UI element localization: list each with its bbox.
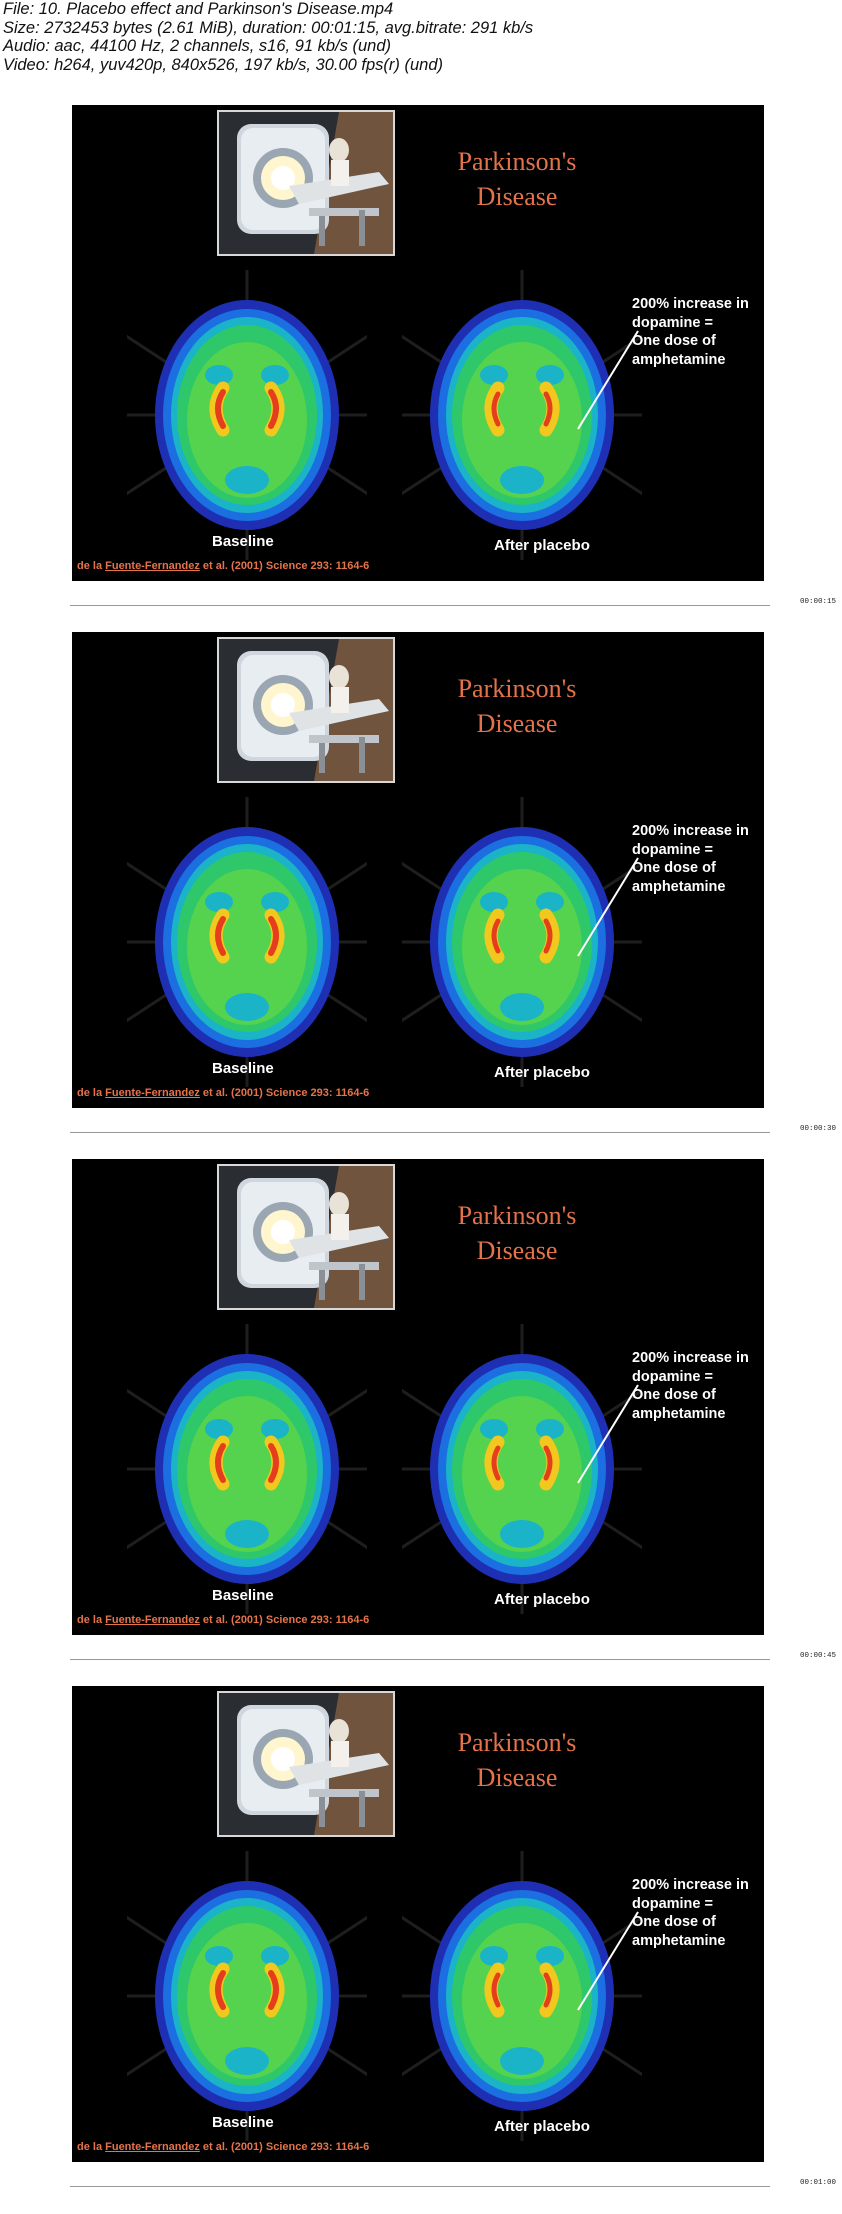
slide-title-line-2: Disease	[476, 1236, 558, 1265]
pet-brain-scan-baseline	[127, 270, 367, 560]
slide-title-line-2: Disease	[476, 1763, 558, 1792]
annotation-line-4: amphetamine	[632, 878, 726, 895]
citation-suffix: et al. (2001) Science 293: 1164-6	[199, 1087, 370, 1099]
annotation-line-1: 200% increase in	[632, 823, 749, 839]
slide-title-line-2: Disease	[476, 709, 558, 738]
pet-brain-scan-baseline	[127, 1324, 367, 1614]
frame-timestamp: 00:00:45	[800, 1652, 837, 1660]
frame-timestamp: 00:00:30	[800, 1125, 837, 1133]
citation-prefix: de la	[77, 1087, 106, 1099]
annotation-line-1: 200% increase in	[632, 1350, 749, 1366]
frame-separator	[70, 1659, 770, 1660]
annotation-line-1: 200% increase in	[632, 296, 749, 312]
citation-prefix: de la	[77, 1614, 106, 1626]
video-frame-thumbnail	[70, 1684, 770, 2214]
annotation-line-4: amphetamine	[632, 1405, 726, 1422]
audio-info-line: Audio: aac, 44100 Hz, 2 channels, s16, 91 kb/s (und)	[3, 37, 391, 55]
slide-frame	[72, 632, 764, 1108]
annotation-line-4: amphetamine	[632, 351, 726, 368]
dopamine-annotation	[632, 295, 749, 369]
pet-scanner-photo	[217, 637, 395, 783]
frame-timestamp: 00:01:00	[800, 2179, 837, 2187]
frame-separator	[70, 605, 770, 606]
after-placebo-label: After placebo	[494, 1064, 590, 1081]
video-frame-thumbnail	[70, 630, 770, 1160]
citation-suffix: et al. (2001) Science 293: 1164-6	[199, 560, 370, 572]
baseline-label: Baseline	[212, 533, 274, 550]
baseline-label: Baseline	[212, 2114, 274, 2131]
slide-frame	[72, 105, 764, 581]
frame-separator	[70, 2186, 770, 2187]
pet-brain-scan-baseline	[127, 797, 367, 1087]
annotation-line-4: amphetamine	[632, 1932, 726, 1949]
annotation-line-1: 200% increase in	[632, 1877, 749, 1893]
citation-author: Fuente-Fernandez	[105, 1614, 200, 1626]
after-placebo-label: After placebo	[494, 2118, 590, 2135]
citation-suffix: et al. (2001) Science 293: 1164-6	[199, 1614, 370, 1626]
annotation-line-3: One dose of	[632, 333, 716, 349]
slide-title-line-1: Parkinson's	[457, 1201, 577, 1230]
file-info-header	[3, 0, 763, 74]
video-info-line: Video: h264, yuv420p, 840x526, 197 kb/s, 30.00 fps(r) (und)	[3, 55, 443, 74]
pet-brain-scan-baseline	[127, 1851, 367, 2141]
slide-frame	[72, 1686, 764, 2162]
frame-separator	[70, 1132, 770, 1133]
pet-scanner-photo	[217, 110, 395, 256]
after-placebo-label: After placebo	[494, 1591, 590, 1608]
citation	[77, 2141, 369, 2154]
slide-title-line-1: Parkinson's	[457, 147, 577, 176]
slide-title-line-2: Disease	[476, 182, 558, 211]
annotation-line-3: One dose of	[632, 1914, 716, 1930]
citation-author: Fuente-Fernandez	[105, 2141, 200, 2153]
baseline-label: Baseline	[212, 1587, 274, 1604]
pet-scanner-photo	[217, 1691, 395, 1837]
slide-title-line-1: Parkinson's	[457, 674, 577, 703]
dopamine-annotation	[632, 822, 749, 896]
citation	[77, 1087, 369, 1100]
citation	[77, 1614, 369, 1627]
slide-title-line-1: Parkinson's	[457, 1728, 577, 1757]
citation-prefix: de la	[77, 560, 106, 572]
annotation-line-3: One dose of	[632, 1387, 716, 1403]
annotation-line-3: One dose of	[632, 860, 716, 876]
file-size-line: Size: 2732453 bytes (2.61 MiB), duration: 00:01:15, avg.bitrate: 291 kb/s	[3, 18, 534, 37]
annotation-line-2: dopamine =	[632, 1368, 713, 1385]
citation	[77, 560, 369, 573]
citation-suffix: et al. (2001) Science 293: 1164-6	[199, 2141, 370, 2153]
annotation-line-2: dopamine =	[632, 1895, 713, 1912]
video-frame-thumbnail	[70, 1157, 770, 1687]
frame-timestamp: 00:00:15	[800, 598, 837, 606]
citation-author: Fuente-Fernandez	[105, 560, 200, 572]
baseline-label: Baseline	[212, 1060, 274, 1077]
pet-scanner-photo	[217, 1164, 395, 1310]
file-name-line: File: 10. Placebo effect and Parkinson's Disease.mp4	[3, 0, 394, 18]
slide-frame	[72, 1159, 764, 1635]
annotation-line-2: dopamine =	[632, 841, 713, 858]
dopamine-annotation	[632, 1876, 749, 1950]
citation-author: Fuente-Fernandez	[105, 1087, 200, 1099]
citation-prefix: de la	[77, 2141, 106, 2153]
dopamine-annotation	[632, 1349, 749, 1423]
after-placebo-label: After placebo	[494, 537, 590, 554]
video-frame-thumbnail	[70, 103, 770, 633]
annotation-line-2: dopamine =	[632, 314, 713, 331]
